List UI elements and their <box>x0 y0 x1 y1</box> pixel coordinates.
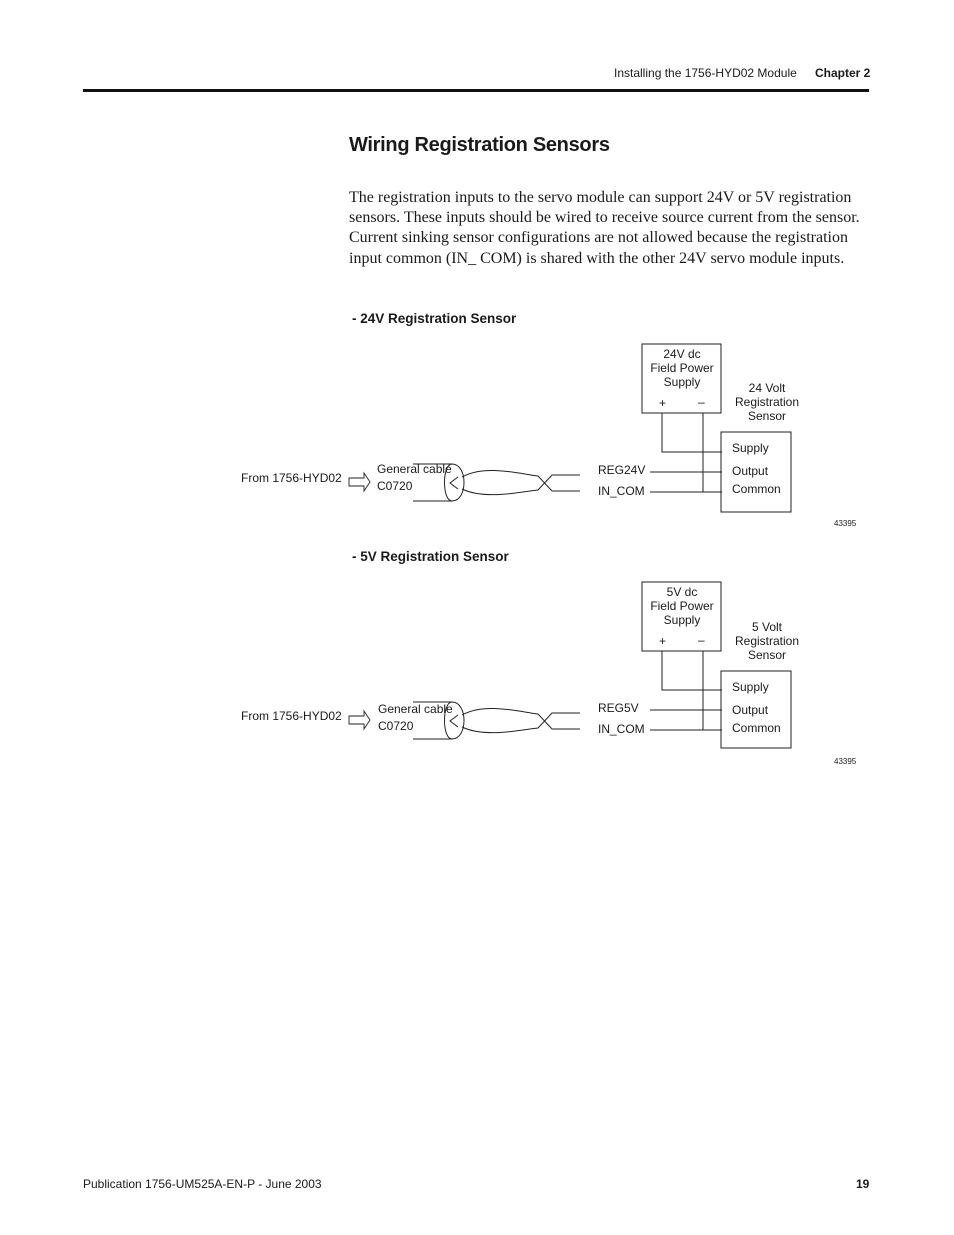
wiring-diagram-5v <box>0 574 954 774</box>
running-header-title: Installing the 1756-HYD02 Module <box>614 66 797 80</box>
figure-caption-5v: - 5V Registration Sensor <box>352 549 509 564</box>
common-label: IN_COM <box>598 484 645 498</box>
plus-symbol: + <box>659 634 667 648</box>
wiring-diagram-24v-lines <box>0 336 954 536</box>
figure-caption-24v: - 24V Registration Sensor <box>352 311 517 326</box>
plus-wire <box>662 651 722 690</box>
power-supply-line2: Field Power <box>650 361 714 375</box>
sensor-title-line1: 5 Volt <box>751 620 783 634</box>
figure-number: 43395 <box>834 757 857 766</box>
intro-paragraph: The registration inputs to the servo module can support 24V or 5V registration sensors. These inputs should be wired to receive source current from the sensor. Current sinking sensor configurations are not allowed because the registration input common (IN_ COM) is shared with the other 24V servo module inputs. <box>349 189 860 267</box>
power-supply-line2: Field Power <box>650 599 714 613</box>
section-title: Wiring Registration Sensors <box>349 134 610 156</box>
power-supply-line1: 5V dc <box>666 585 698 599</box>
minus-symbol: – <box>698 395 705 409</box>
figure-number: 43395 <box>834 519 857 528</box>
power-supply-line3: Supply <box>663 613 701 627</box>
sensor-title-line3: Sensor <box>747 648 787 662</box>
page-number: 19 <box>856 1177 870 1191</box>
wiring-diagram-5v-lines <box>0 574 954 774</box>
source-arrow-icon <box>349 711 370 729</box>
sensor-terminal-supply: Supply <box>732 680 769 694</box>
plus-wire <box>662 413 722 452</box>
footer-publication: Publication 1756-UM525A-EN-P - June 2003 <box>83 1177 322 1191</box>
signal-label: REG5V <box>598 701 639 715</box>
source-label: From 1756-HYD02 <box>241 709 342 723</box>
sensor-terminal-output: Output <box>732 464 769 478</box>
sensor-terminal-output: Output <box>732 703 769 717</box>
sensor-title-line1: 24 Volt <box>748 381 786 395</box>
twisted-pair <box>462 470 580 494</box>
plus-symbol: + <box>659 396 667 410</box>
power-supply-line3: Supply <box>663 375 701 389</box>
source-label: From 1756-HYD02 <box>241 471 342 485</box>
wiring-diagram-24v <box>0 336 954 536</box>
signal-label: REG24V <box>598 463 646 477</box>
common-label: IN_COM <box>598 722 645 736</box>
header-rule <box>83 89 869 92</box>
sensor-title-line3: Sensor <box>747 409 787 423</box>
cable-label-line2: C0720 <box>378 719 414 733</box>
running-header-chapter: Chapter 2 <box>815 66 871 80</box>
sensor-title-line2: Registration <box>734 395 800 409</box>
sensor-terminal-common: Common <box>732 721 781 735</box>
cable-label-line2: C0720 <box>377 479 413 493</box>
cable-label-line1: General cable <box>377 462 452 476</box>
cable-label-line1: General cable <box>378 702 453 716</box>
minus-symbol: – <box>698 633 705 647</box>
twisted-pair <box>462 708 580 732</box>
power-supply-line1: 24V dc <box>663 347 701 361</box>
sensor-title-line2: Registration <box>734 634 800 648</box>
source-arrow-icon <box>349 473 370 491</box>
sensor-terminal-common: Common <box>732 482 781 496</box>
sensor-terminal-supply: Supply <box>732 441 769 455</box>
